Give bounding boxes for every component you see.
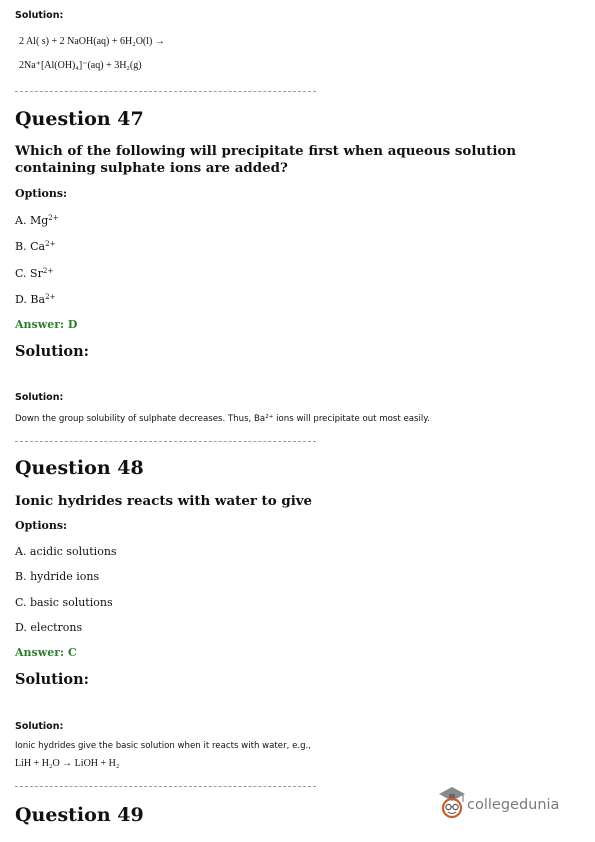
solution-heading: Solution: (15, 671, 89, 688)
option-a: A. acidic solutions (15, 545, 117, 558)
solution-label: Solution: (15, 392, 64, 403)
question-title: Question 48 (15, 457, 144, 479)
question-text-line: Which of the following will precipitate first when aqueous solution (15, 143, 517, 159)
option-b: B. $Ca^{2+}$ (15, 239, 56, 253)
equation-line: LiH + H₂O → LiOH + H₂ (15, 758, 120, 769)
graduate-cap-icon (436, 782, 468, 822)
collegedunia-logo (436, 780, 586, 826)
options-label: Options: (15, 519, 68, 532)
separator (15, 786, 316, 787)
question-text (15, 143, 516, 177)
solution-heading: Solution: (15, 343, 89, 360)
logo-text: collegedunia (467, 797, 560, 813)
equation-line-1: 2 Al( s) + 2 NaOH(aq) + 6H₂O(l) → (19, 36, 165, 47)
solution-text: Ionic hydrides give the basic solution when it reacts with water, e.g., (15, 741, 312, 751)
question-title: Question 49 (15, 804, 144, 826)
question-title: Question 47 (15, 108, 144, 130)
separator (15, 91, 316, 92)
solution-label-top: Solution: (15, 10, 64, 21)
question-text-line: containing sulphate ions are added? (15, 160, 288, 176)
equation-line-2: 2Na⁺[Al(OH)₄]⁻(aq) + 3H₂(g) (19, 60, 142, 71)
separator (15, 441, 316, 442)
question-text: Ionic hydrides reacts with water to give (15, 493, 313, 509)
solution-text: Down the group solubility of sulphate decreases. Thus, $Ba^{2+}$ ions will precipitate out most easily. (15, 413, 430, 424)
option-b: B. hydride ions (15, 570, 100, 583)
option-c: C. $Sr^{2+}$ (15, 266, 54, 280)
option-c: C. basic solutions (15, 596, 113, 609)
options-label: Options: (15, 187, 68, 200)
option-d: D. $Ba^{2+}$ (15, 292, 56, 306)
answer: Answer: D (15, 318, 78, 331)
answer: Answer: C (15, 646, 77, 659)
solution-label: Solution: (15, 721, 64, 732)
option-d: D. electrons (15, 621, 83, 634)
option-a: A. $Mg^{2+}$ (15, 213, 59, 227)
